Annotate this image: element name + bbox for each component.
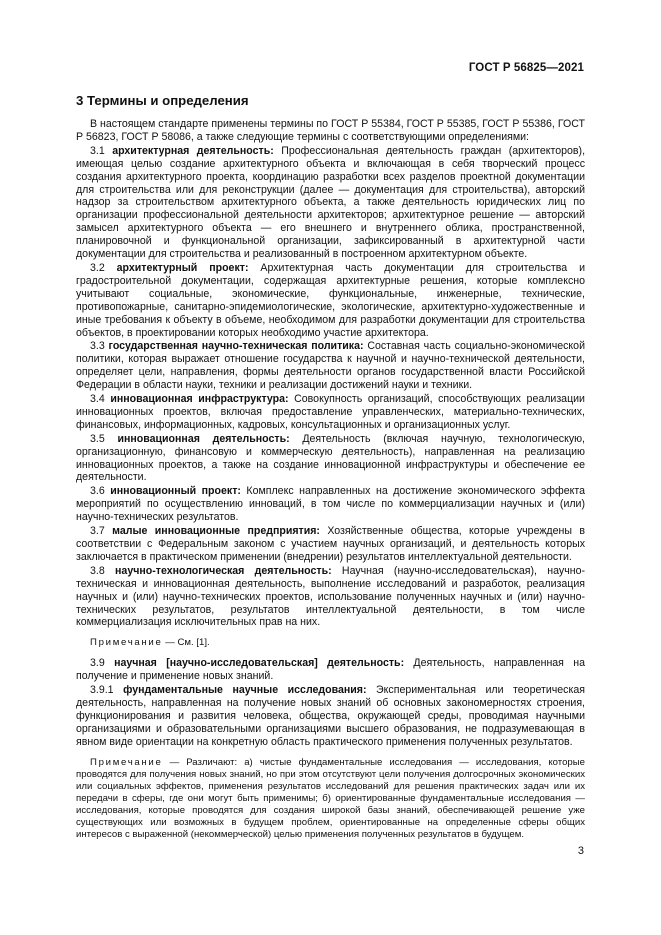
note-2 [76, 757, 585, 841]
term-number: 3.2 [90, 261, 105, 274]
term-name: инновационная инфраструктура: [110, 393, 289, 406]
term-definition: Экспериментальная или теоретическая деятельность, направленная на получение новых знаний об основных закономерностях строения, функционирования и развития человека, общества, окружающей среды, проводимая научными организациями и образовательными организациями высшего образования, не подразумевающая в явном виде ориентации на конкретную область практического применения полученных результатов. [76, 684, 585, 748]
term-name: архитектурная деятельность: [112, 144, 274, 157]
term-number: 3.5 [90, 432, 105, 445]
term-number: 3.1 [90, 144, 105, 157]
document-body [76, 93, 585, 849]
note-1 [76, 637, 585, 649]
term-name: инновационный проект: [110, 485, 241, 498]
term-name: архитектурный проект: [116, 261, 249, 274]
term-name: фундаментальные научные исследования: [123, 684, 367, 697]
note-label: Примечание [90, 637, 163, 649]
term-3-4 [76, 393, 585, 432]
term-name: государственная научно-техническая политика: [108, 340, 364, 353]
term-3-9 [76, 657, 585, 683]
term-definition: Составная часть социально-экономической политики, которая выражает отношение государства к научной и научно-технической деятельности, определяет цели, направления, формы деятельности органов государственной власти Российской Федерации в области науки, техники и реализации достижений науки и техники. [76, 340, 585, 392]
intro-paragraph: В настоящем стандарте применены термины по ГОСТ Р 55384, ГОСТ Р 55385, ГОСТ Р 55386, ГОСТ Р 56823, ГОСТ Р 58086, а также следующие термины с соответствующими определениями: [76, 118, 585, 143]
page-number: 3 [577, 845, 584, 857]
term-3-3 [76, 340, 585, 392]
term-3-2 [76, 262, 585, 339]
term-definition: Совокупность организаций, способствующих реализации инновационных проектов, включая предоставление управленческих, материально-технических, финансовых, информационных, кадровых, консультационных и организационных услуг. [76, 393, 585, 431]
term-definition: Комплекс направленных на достижение экономического эффекта мероприятий по осуществлению инноваций, в том числе по коммерциализации научных и (или) научно-технических результатов. [76, 485, 585, 524]
term-definition: Архитектурная часть документации для строительства и градостроительной документации, содержащая архитектурные решения, которые комплексно учитывают социальные, экономические, функциональные, инженерные, технические, противопожарные, санитарно-эпидемиологические, экологические, архитектурно-художественные и иные требования к объекту в объеме, необходимом для разработки документации для строительства объектов, в проектировании которых необходимо участие архитектора. [76, 261, 585, 339]
section-title: 3 Термины и определения [76, 93, 249, 108]
term-3-5 [76, 433, 585, 485]
term-3-6 [76, 485, 585, 524]
note-text: — См. [1]. [165, 637, 210, 649]
term-number: 3.9 [90, 657, 105, 670]
document-standard-number: ГОСТ Р 56825—2021 [468, 62, 584, 74]
term-definition: Хозяйственные общества, которые учреждены в соответствии с Федеральным законом с участием научных организаций, и деятельность которых заключается в практическом применении (внедрении) результатов интеллектуальной деятельности. [76, 525, 585, 563]
term-number: 3.8 [90, 564, 105, 577]
term-number: 3.3 [90, 340, 105, 353]
term-definition: Деятельность, направленная на получение и применение новых знаний. [76, 657, 585, 683]
term-name: научно-технологическая деятельность: [115, 564, 332, 577]
term-name: научная [научно-исследовательская] деятельность: [114, 657, 405, 670]
term-number: 3.9.1 [90, 684, 114, 697]
term-definition: Деятельность (включая научную, технологическую, организационную, финансовую и коммерческую деятельность), направленная на реализацию инновационных проектов, а также на создание инновационной инфраструктуры и обеспечение ее деятельности. [76, 432, 586, 484]
term-definition: Научная (научно-исследовательская), научно-техническая и инновационная деятельность, выполнение исследований и разработок, реализация научных и (или) научно-технических проектов, использование полученных научных и (или) научно-технических результатов, результатов интеллектуальной деятельности, в том числе коммерциализация исключительных прав на них. [76, 564, 585, 629]
note-text: — Различают: а) чистые фундаментальные исследования — исследования, которые проводятся для получения новых знаний, но при этом отсутствуют цели получения долгосрочных экономических или социальных эффектов, применения результатов исследований для решения практических задач или их передачи в сферы, где они могут быть применимы; б) ориентированные фундаментальные исследования — исследования, которые проводятся для создания широкой базы знаний, обеспечивающей решение уже существующих или возможных в будущем проблем, ориентированные на определенные сферы общих интересов с выраженной (некоммерческой) целью применения полученных результатов в будущем. [76, 756, 585, 840]
term-number: 3.7 [90, 525, 105, 538]
note-label: Примечание [90, 756, 163, 768]
term-3-9-1 [76, 684, 585, 749]
term-3-1 [76, 145, 585, 261]
term-number: 3.6 [90, 485, 105, 498]
term-name: малые инновационные предприятия: [112, 525, 320, 538]
term-3-8 [76, 565, 585, 630]
term-3-7 [76, 525, 585, 564]
term-definition: Профессиональная деятельность граждан (архитекторов), имеющая целью создание архитектурного объекта и включающая в себя творческий процесс создания архитектурного проекта, координацию разработки всех разделов проектной документации для строительства или для реконструкции (далее — документация для строительства), авторский надзор за строительством архитектурного объекта, а также деятельность юридических лиц по организации профессиональной деятельности архитекторов; архитектурное решение — авторский замысел архитектурного объекта — его внешнего и внутреннего облика, пространственной, планировочной и функциональной организации, зафиксированный в архитектурной части документации для строительства и реализованный в построенном архитектурном объекте. [76, 144, 586, 261]
term-name: инновационная деятельность: [117, 432, 290, 445]
term-number: 3.4 [90, 393, 105, 406]
